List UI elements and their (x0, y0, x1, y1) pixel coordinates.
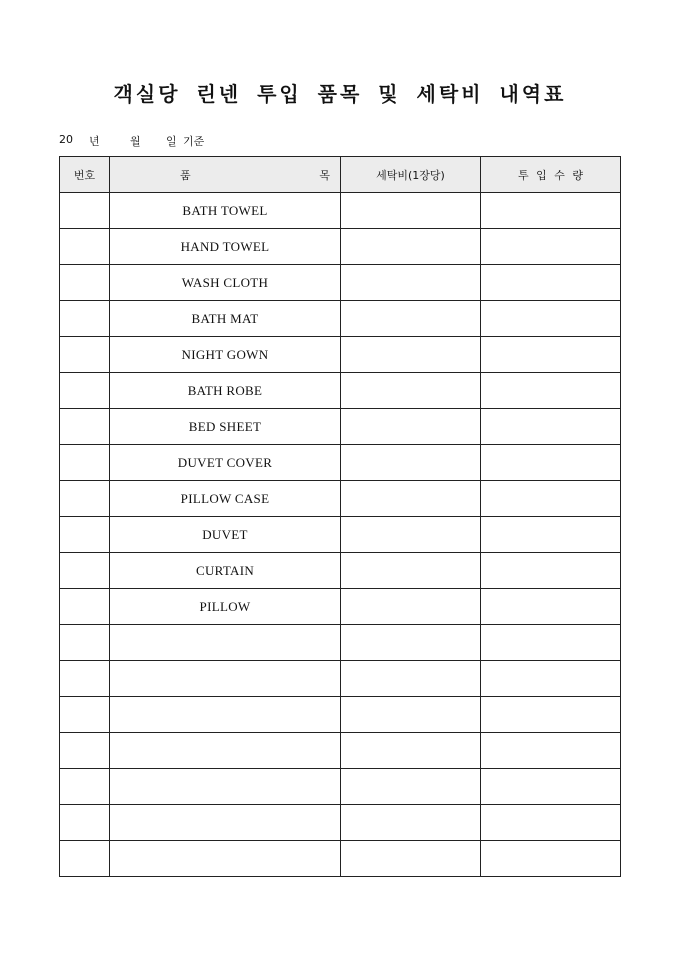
table-row (60, 301, 621, 337)
cell-item: HAND TOWEL (110, 229, 341, 265)
table-row (60, 589, 621, 625)
cell-item: BED SHEET (110, 409, 341, 445)
cell-number[interactable] (60, 517, 110, 553)
cell-laundry-cost[interactable] (341, 805, 481, 841)
cell-item (110, 733, 341, 769)
header-item (110, 157, 341, 193)
cell-laundry-cost[interactable] (341, 661, 481, 697)
table-header-row (60, 157, 621, 193)
cell-quantity[interactable] (481, 301, 621, 337)
cell-number[interactable] (60, 193, 110, 229)
table-row (60, 733, 621, 769)
cell-item (110, 697, 341, 733)
table-row (60, 481, 621, 517)
table-body (60, 193, 621, 877)
cell-laundry-cost[interactable] (341, 697, 481, 733)
table-row (60, 697, 621, 733)
cell-quantity[interactable] (481, 769, 621, 805)
cell-number[interactable] (60, 805, 110, 841)
header-number: 번호 (60, 157, 110, 193)
cell-quantity[interactable] (481, 193, 621, 229)
cell-item (110, 769, 341, 805)
date-year-unit: 년 (89, 135, 100, 148)
date-day-unit: 일 (166, 135, 177, 148)
cell-item (110, 661, 341, 697)
table-row (60, 445, 621, 481)
cell-item: PILLOW CASE (110, 481, 341, 517)
cell-quantity[interactable] (481, 409, 621, 445)
cell-number[interactable] (60, 625, 110, 661)
cell-laundry-cost[interactable] (341, 733, 481, 769)
cell-quantity[interactable] (481, 553, 621, 589)
cell-item: CURTAIN (110, 553, 341, 589)
cell-laundry-cost[interactable] (341, 589, 481, 625)
cell-laundry-cost[interactable] (341, 553, 481, 589)
cell-number[interactable] (60, 733, 110, 769)
cell-item: BATH TOWEL (110, 193, 341, 229)
cell-item: DUVET COVER (110, 445, 341, 481)
cell-laundry-cost[interactable] (341, 841, 481, 877)
cell-quantity[interactable] (481, 373, 621, 409)
cell-number[interactable] (60, 661, 110, 697)
cell-item: WASH CLOTH (110, 265, 341, 301)
cell-quantity[interactable] (481, 805, 621, 841)
table-row (60, 553, 621, 589)
cell-laundry-cost[interactable] (341, 229, 481, 265)
cell-laundry-cost[interactable] (341, 769, 481, 805)
cell-laundry-cost[interactable] (341, 445, 481, 481)
cell-quantity[interactable] (481, 589, 621, 625)
table-row (60, 193, 621, 229)
cell-quantity[interactable] (481, 265, 621, 301)
cell-laundry-cost[interactable] (341, 337, 481, 373)
table-row (60, 661, 621, 697)
cell-item (110, 841, 341, 877)
cell-quantity[interactable] (481, 841, 621, 877)
cell-laundry-cost[interactable] (341, 373, 481, 409)
cell-quantity[interactable] (481, 625, 621, 661)
cell-laundry-cost[interactable] (341, 517, 481, 553)
cell-quantity[interactable] (481, 481, 621, 517)
cell-number[interactable] (60, 769, 110, 805)
table-row (60, 805, 621, 841)
cell-item: BATH ROBE (110, 373, 341, 409)
cell-laundry-cost[interactable] (341, 301, 481, 337)
cell-laundry-cost[interactable] (341, 409, 481, 445)
date-month-unit: 월 (130, 135, 141, 148)
cell-number[interactable] (60, 301, 110, 337)
header-laundry-cost: 세탁비(1장당) (341, 157, 481, 193)
cell-number[interactable] (60, 445, 110, 481)
table-row (60, 265, 621, 301)
header-item-right: 목 (319, 168, 330, 182)
cell-quantity[interactable] (481, 733, 621, 769)
cell-laundry-cost[interactable] (341, 625, 481, 661)
date-line (59, 133, 205, 149)
cell-quantity[interactable] (481, 661, 621, 697)
cell-item (110, 625, 341, 661)
linen-table (59, 156, 621, 877)
cell-number[interactable] (60, 337, 110, 373)
cell-quantity[interactable] (481, 229, 621, 265)
table-row (60, 229, 621, 265)
cell-number[interactable] (60, 481, 110, 517)
cell-item: DUVET (110, 517, 341, 553)
header-quantity: 투 입 수 량 (481, 157, 621, 193)
cell-laundry-cost[interactable] (341, 265, 481, 301)
date-year[interactable]: 20 (59, 133, 73, 146)
cell-item: NIGHT GOWN (110, 337, 341, 373)
cell-number[interactable] (60, 373, 110, 409)
table-row (60, 337, 621, 373)
document-title: 객실당 린넨 투입 품목 및 세탁비 내역표 (113, 82, 567, 106)
cell-item: PILLOW (110, 589, 341, 625)
table-row (60, 409, 621, 445)
table-row (60, 769, 621, 805)
table-row (60, 517, 621, 553)
cell-number[interactable] (60, 409, 110, 445)
cell-quantity[interactable] (481, 445, 621, 481)
cell-item (110, 805, 341, 841)
cell-number[interactable] (60, 553, 110, 589)
cell-laundry-cost[interactable] (341, 481, 481, 517)
cell-number[interactable] (60, 841, 110, 877)
table-row (60, 625, 621, 661)
cell-number[interactable] (60, 265, 110, 301)
table-row (60, 841, 621, 877)
cell-quantity[interactable] (481, 697, 621, 733)
date-basis: 기준 (183, 135, 205, 148)
cell-number[interactable] (60, 697, 110, 733)
header-item-left: 품 (180, 168, 191, 182)
table-row (60, 373, 621, 409)
cell-item: BATH MAT (110, 301, 341, 337)
cell-quantity[interactable] (481, 517, 621, 553)
cell-laundry-cost[interactable] (341, 193, 481, 229)
cell-number[interactable] (60, 229, 110, 265)
cell-number[interactable] (60, 589, 110, 625)
cell-quantity[interactable] (481, 337, 621, 373)
